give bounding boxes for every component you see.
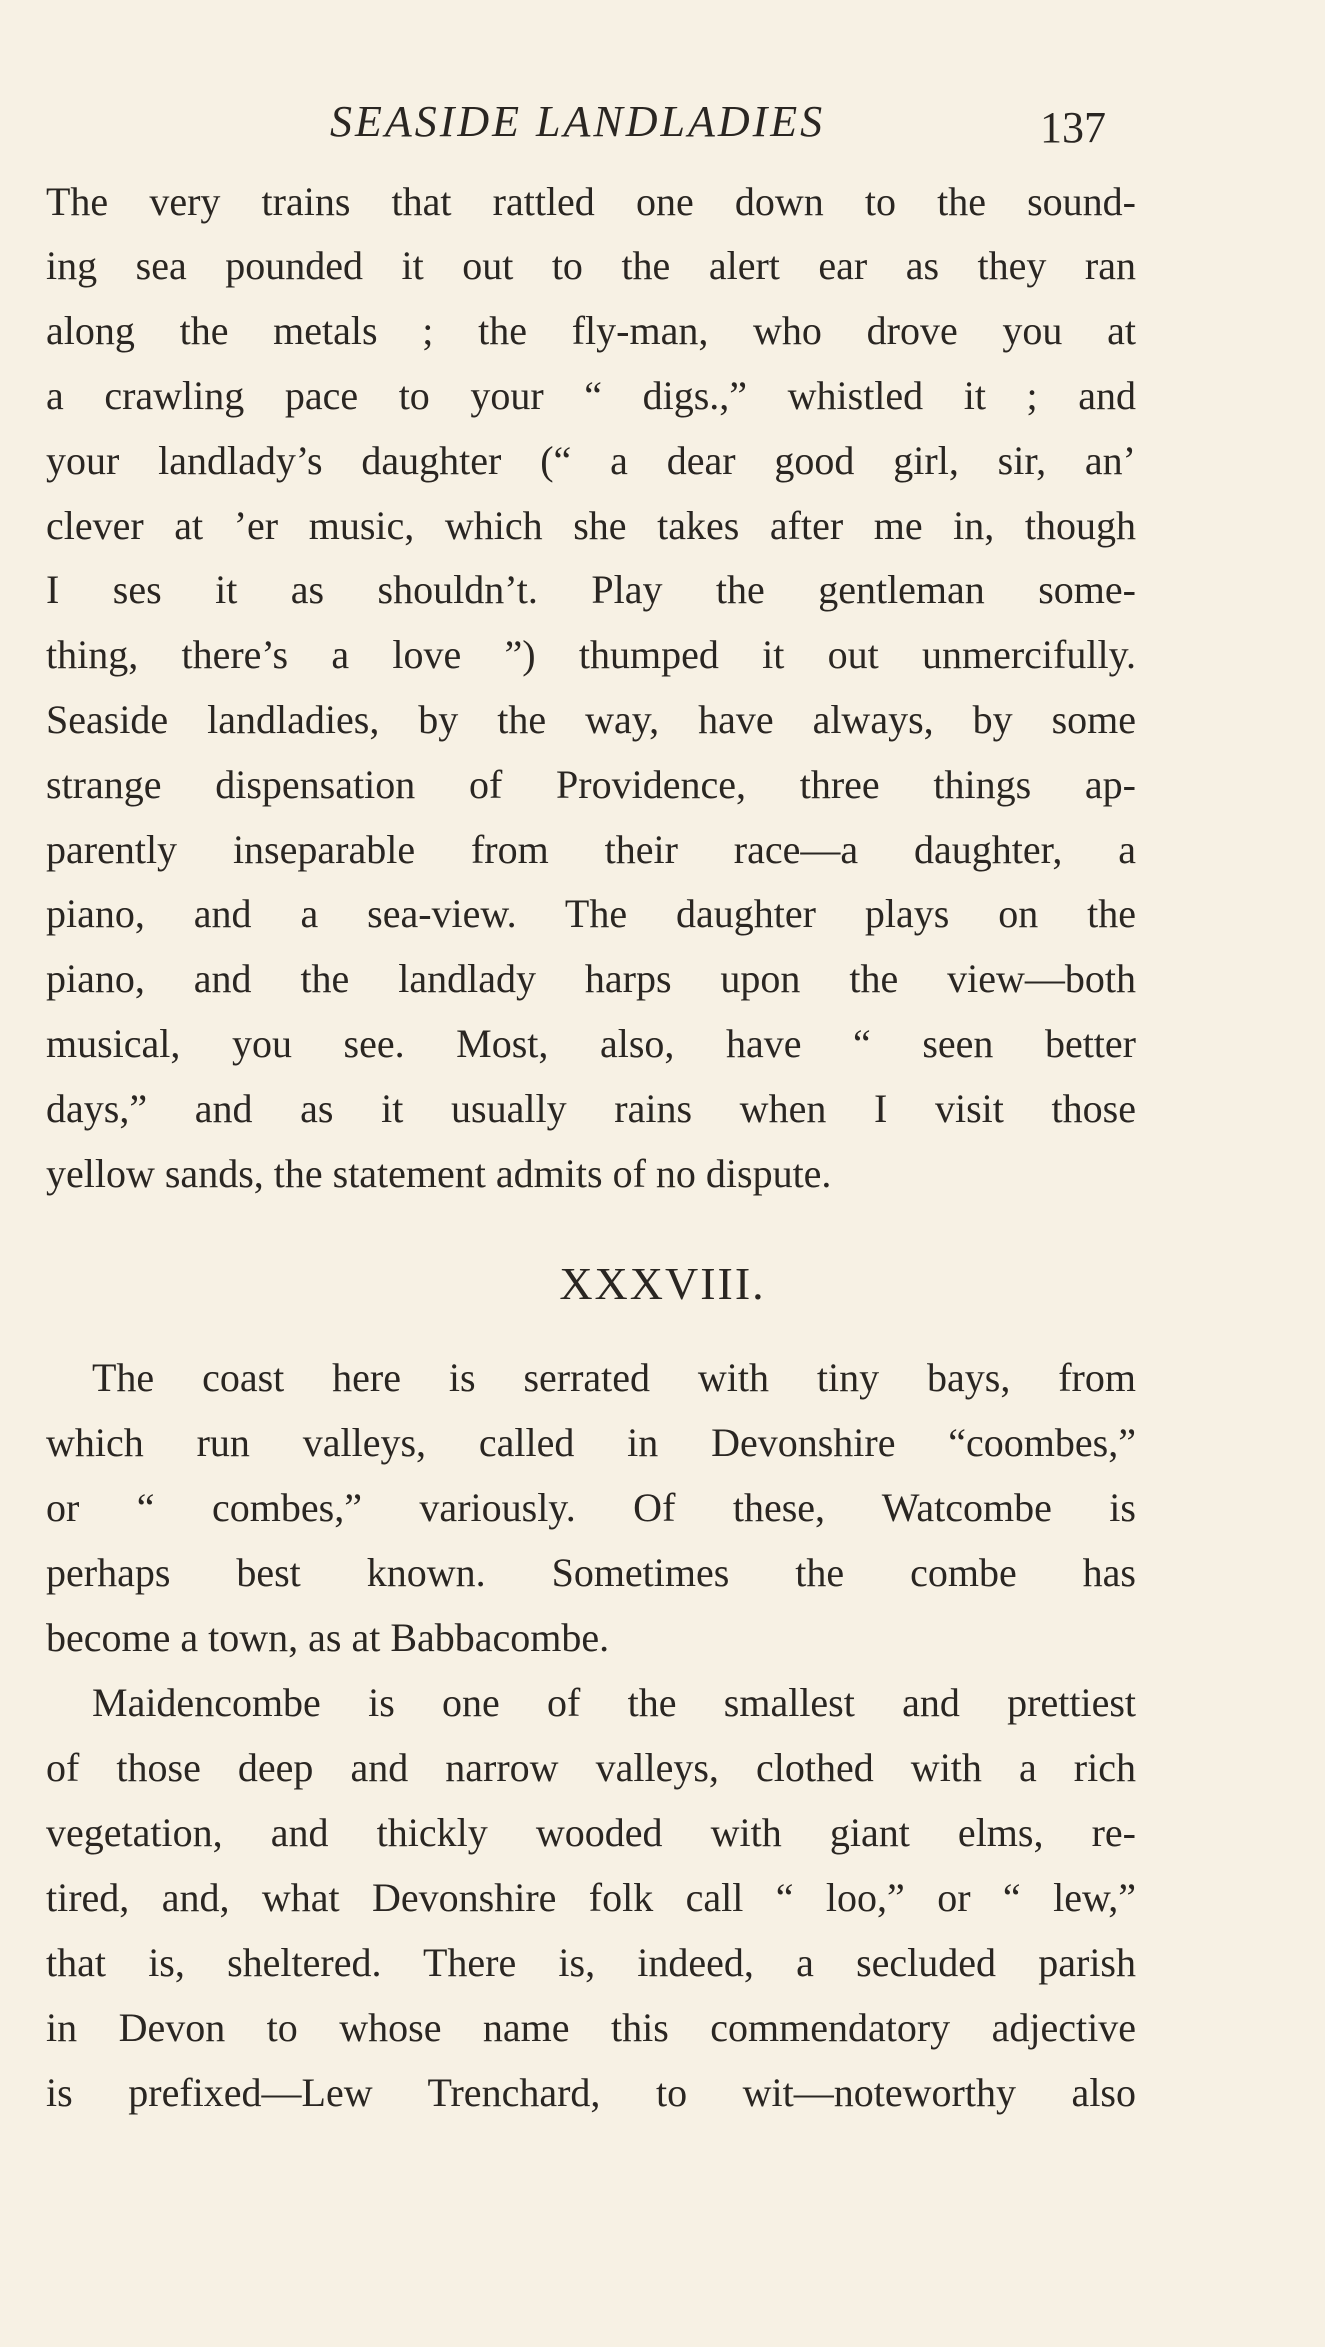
page-number: 137 [1040, 103, 1106, 152]
text-line: piano, and the landlady harps upon the view—both [46, 956, 1136, 1001]
text-line: Maidencombe is one of the smallest and prettiest [92, 1680, 1136, 1725]
section-heading: XXXVIII. [559, 1258, 766, 1309]
text-line: become a town, as at Babbacombe. [46, 1615, 610, 1660]
text-line: vegetation, and thickly wooded with giant elms, re- [46, 1810, 1136, 1855]
text-line: which run valleys, called in Devonshire “coombes,” [46, 1420, 1136, 1465]
text-line: in Devon to whose name this commendatory adjective [46, 2005, 1136, 2050]
text-line: clever at ’er music, which she takes after me in, though [46, 503, 1136, 548]
text-line: perhaps best known. Sometimes the combe has [46, 1550, 1136, 1595]
text-line: Seaside landladies, by the way, have always, by some [46, 697, 1136, 742]
text-line: that is, sheltered. There is, indeed, a secluded parish [46, 1940, 1136, 1985]
text-line: strange dispensation of Providence, three things ap- [46, 762, 1136, 807]
text-line: tired, and, what Devonshire folk call “ loo,” or “ lew,” [46, 1875, 1136, 1920]
text-line: piano, and a sea-view. The daughter plays on the [46, 891, 1136, 936]
text-line: along the metals ; the fly-man, who drove you at [46, 308, 1136, 353]
text-line: thing, there’s a love ”) thumped it out unmercifully. [46, 632, 1136, 677]
running-head [0, 92, 1325, 152]
text-line: ing sea pounded it out to the alert ear as they ran [46, 243, 1136, 288]
text-line: or “ combes,” variously. Of these, Watcombe is [46, 1485, 1136, 1530]
running-title: SEASIDE LANDLADIES [330, 97, 826, 146]
text-line: The very trains that rattled one down to the sound- [46, 179, 1136, 224]
text-line: of those deep and narrow valleys, clothed with a rich [46, 1745, 1136, 1790]
text-line: yellow sands, the statement admits of no dispute. [46, 1151, 832, 1196]
text-line: days,” and as it usually rains when I visit those [46, 1086, 1136, 1131]
text-line: is prefixed—Lew Trenchard, to wit—noteworthy also [46, 2070, 1136, 2115]
text-line: parently inseparable from their race—a daughter, a [46, 827, 1136, 872]
text-line: your landlady’s daughter (“ a dear good girl, sir, an’ [46, 438, 1136, 483]
text-line: a crawling pace to your “ digs.,” whistled it ; and [46, 373, 1136, 418]
text-line: musical, you see. Most, also, have “ seen better [46, 1021, 1136, 1066]
text-line: I ses it as shouldn’t. Play the gentleman some- [46, 567, 1136, 612]
text-line: The coast here is serrated with tiny bays, from [92, 1355, 1136, 1400]
